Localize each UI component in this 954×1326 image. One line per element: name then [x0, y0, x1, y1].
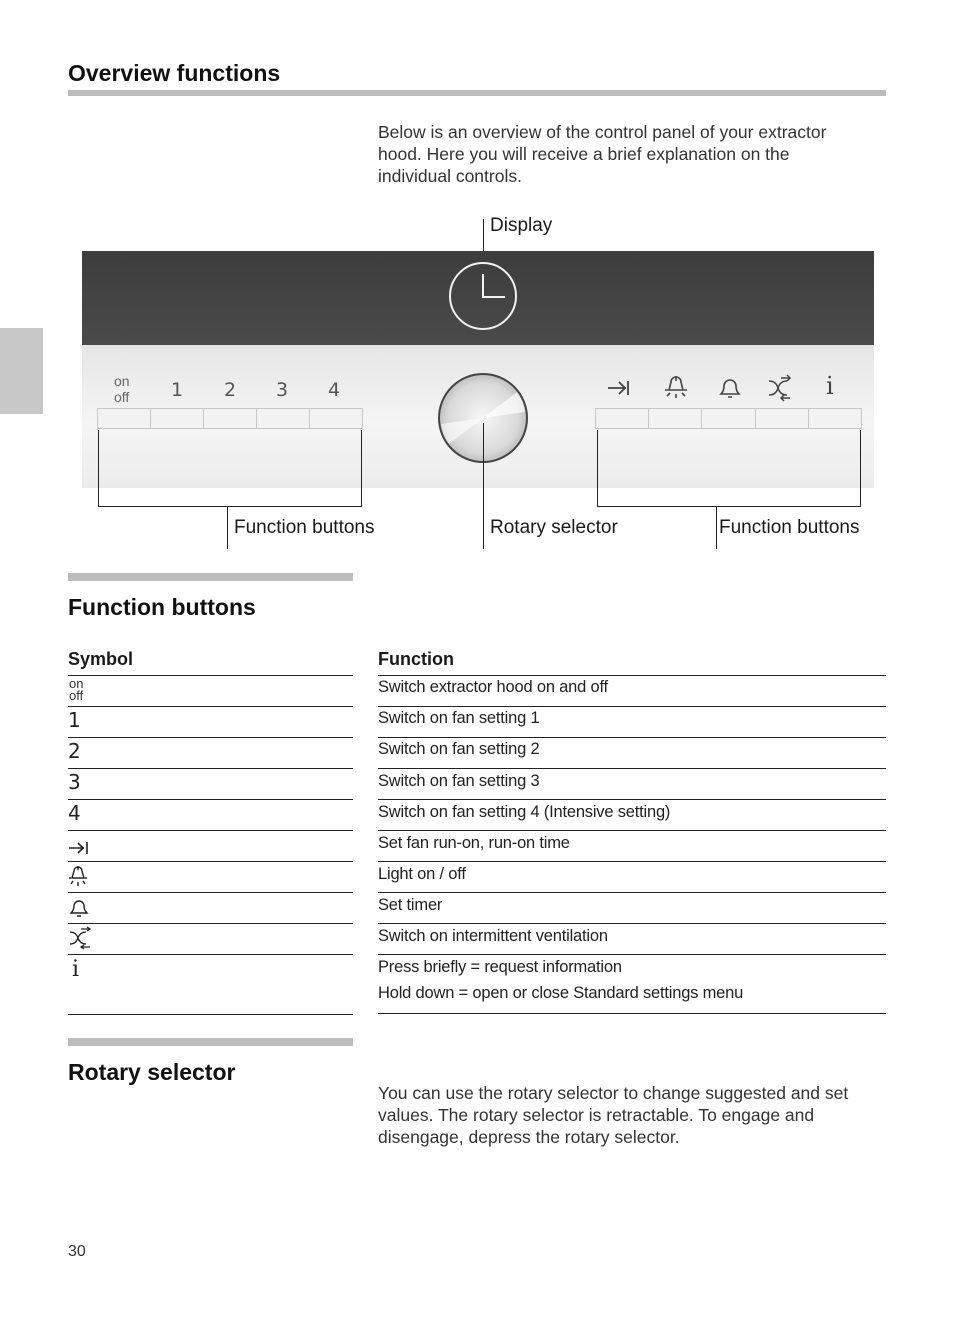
- info-button[interactable]: [809, 409, 861, 428]
- info-icon: i: [826, 372, 834, 400]
- intro-paragraph: [378, 121, 878, 187]
- table-row-function: Switch on fan setting 3: [378, 772, 540, 790]
- fan-3-label: 3: [276, 379, 289, 401]
- table-row-function: Switch on fan setting 1: [378, 709, 540, 727]
- table-row-function: Switch on fan setting 4 (Intensive setting): [378, 803, 671, 821]
- table-row-function: Switch on intermittent ventilation: [378, 927, 608, 945]
- row-rule: [68, 861, 353, 862]
- fan-4-button[interactable]: [310, 409, 362, 428]
- row-rule: [378, 1013, 886, 1014]
- section-rule: [68, 573, 353, 581]
- table-row-function: Switch extractor hood on and off: [378, 678, 608, 696]
- rotary-selector-heading: Rotary selector: [68, 1059, 236, 1085]
- onoff-off-text: off: [114, 389, 130, 405]
- table-row-symbol-onoff: [69, 678, 83, 702]
- fan-1-button[interactable]: [151, 409, 204, 428]
- section-rule: [68, 1038, 353, 1046]
- row-rule: [68, 830, 353, 831]
- rotary-line: You can use the rotary selector to change suggested and set: [378, 1083, 849, 1103]
- row-rule: [378, 799, 886, 800]
- table-row-function: Press briefly = request information: [378, 958, 622, 976]
- row-rule: [378, 737, 886, 738]
- timer-button[interactable]: [702, 409, 755, 428]
- row-rule: [68, 706, 353, 707]
- row-rule: [378, 768, 886, 769]
- row-rule: [378, 892, 886, 893]
- fan-2-button[interactable]: [204, 409, 257, 428]
- intermittent-ventilation-icon: [68, 926, 92, 950]
- light-icon: [68, 865, 88, 889]
- intermittent-ventilation-icon: [766, 374, 792, 402]
- rotary-line: disengage, depress the rotary selector.: [378, 1127, 680, 1147]
- onoff-on-text: on: [69, 676, 84, 691]
- table-row-symbol-2: 2: [68, 739, 81, 763]
- rotary-selector-paragraph: [378, 1082, 883, 1148]
- right-bracket-left: [597, 430, 598, 507]
- section-tab-marker: [0, 328, 43, 414]
- run-on-icon: [606, 377, 632, 399]
- row-rule: [68, 768, 353, 769]
- page-title: Overview functions: [68, 60, 281, 86]
- left-bracket-bottom: [98, 506, 362, 507]
- onoff-on-text: on: [114, 373, 130, 389]
- row-rule: [68, 799, 353, 800]
- right-button-strip: [595, 408, 862, 429]
- intro-line: hood. Here you will receive a brief explanation on the: [378, 144, 790, 164]
- table-row-function: Set fan run-on, run-on time: [378, 834, 570, 852]
- row-rule: [68, 675, 353, 676]
- left-button-strip: [97, 408, 363, 429]
- onoff-symbol: [114, 374, 130, 404]
- row-rule: [68, 1014, 353, 1015]
- page-number: 30: [68, 1243, 86, 1260]
- row-rule: [378, 861, 886, 862]
- symbol-column-header: Symbol: [68, 649, 134, 669]
- right-bracket-bottom: [597, 506, 861, 507]
- display-callout-line: [483, 219, 484, 251]
- left-bracket-right: [361, 430, 362, 507]
- row-rule: [378, 954, 886, 955]
- function-buttons-callout-left: Function buttons: [234, 517, 375, 538]
- intro-line: individual controls.: [378, 166, 522, 186]
- table-row-function: Switch on fan setting 2: [378, 740, 540, 758]
- light-icon: [663, 374, 689, 402]
- onoff-off-text: off: [69, 688, 84, 703]
- table-row-function: Set timer: [378, 896, 443, 914]
- fan-1-label: 1: [171, 379, 184, 401]
- row-rule: [68, 923, 353, 924]
- table-row-symbol-4: 4: [68, 801, 81, 825]
- rotary-selector-callout: Rotary selector: [490, 517, 618, 538]
- rotary-line: values. The rotary selector is retractable. To engage and: [378, 1105, 815, 1125]
- row-rule: [68, 954, 353, 955]
- run-on-button[interactable]: [596, 409, 649, 428]
- row-rule: [378, 675, 886, 676]
- intro-line: Below is an overview of the control panel of your extractor: [378, 122, 827, 142]
- table-row-symbol-1: 1: [68, 708, 81, 732]
- right-callout-stem: [716, 506, 717, 549]
- timer-icon: [68, 898, 90, 918]
- clock-icon: [448, 262, 518, 332]
- info-icon: i: [72, 957, 80, 982]
- row-rule: [68, 892, 353, 893]
- table-row-symbol-3: 3: [68, 770, 81, 794]
- row-rule: [378, 923, 886, 924]
- timer-icon: [717, 376, 743, 400]
- function-buttons-callout-right: Function buttons: [719, 517, 860, 538]
- table-row-function: Light on / off: [378, 865, 466, 883]
- title-rule: [68, 90, 886, 96]
- function-buttons-heading: Function buttons: [68, 594, 256, 620]
- intermittent-button[interactable]: [756, 409, 809, 428]
- light-button[interactable]: [649, 409, 702, 428]
- rotary-callout-stem: [483, 423, 484, 549]
- fan-3-button[interactable]: [257, 409, 310, 428]
- fan-2-label: 2: [224, 379, 237, 401]
- row-rule: [68, 737, 353, 738]
- onoff-button[interactable]: [98, 409, 151, 428]
- row-rule: [378, 830, 886, 831]
- left-callout-stem: [227, 506, 228, 549]
- function-column-header: Function: [378, 649, 454, 669]
- row-rule: [378, 706, 886, 707]
- right-bracket-right: [860, 430, 861, 507]
- left-bracket-left: [98, 430, 99, 507]
- fan-4-label: 4: [328, 379, 341, 401]
- run-on-icon: [68, 839, 90, 857]
- display-label: Display: [490, 215, 553, 236]
- table-row-function-second-line: Hold down = open or close Standard settings menu: [378, 984, 744, 1002]
